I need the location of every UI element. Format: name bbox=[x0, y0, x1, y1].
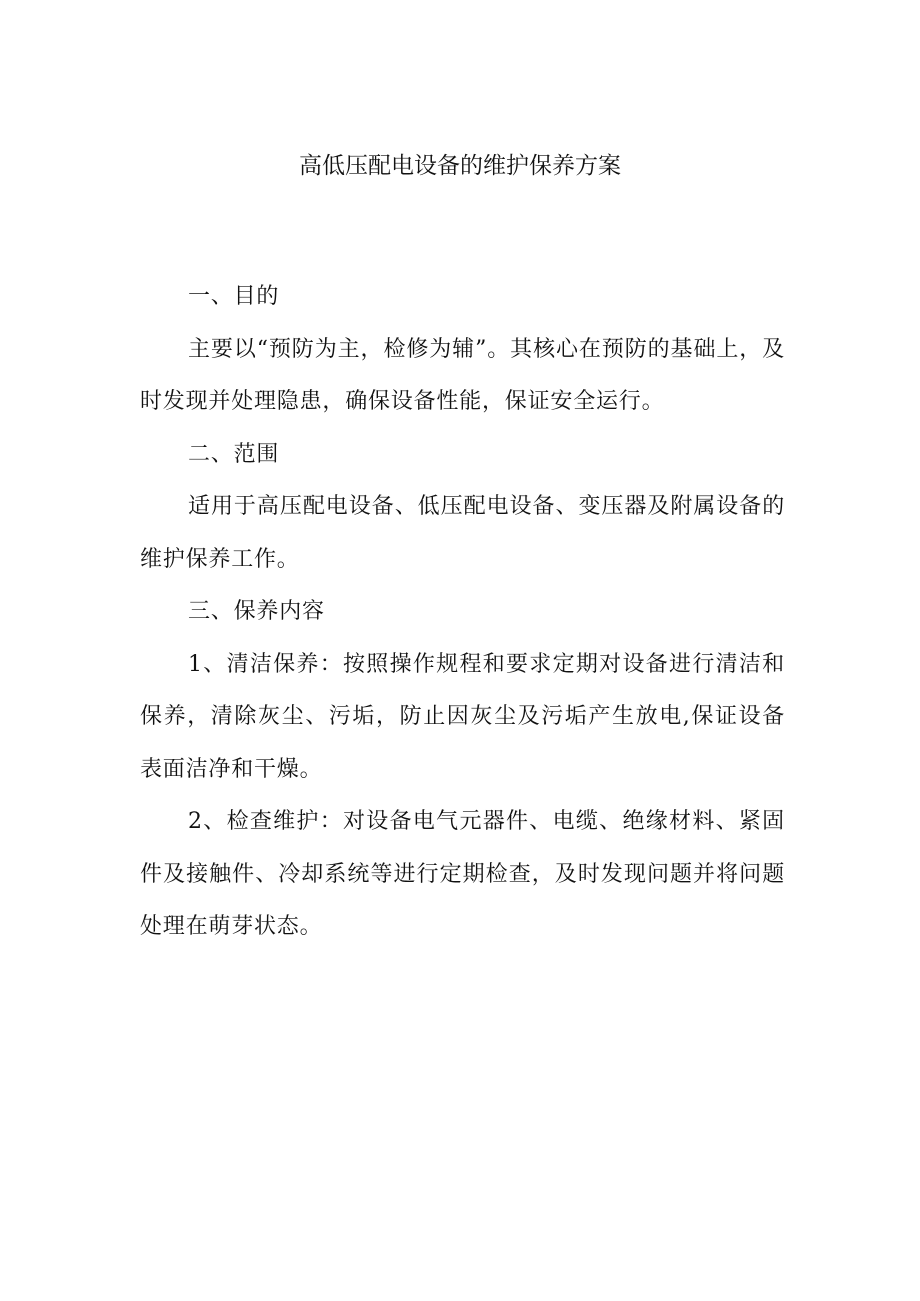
paragraph-scope: 适用于高压配电设备、低压配电设备、变压器及附属设备的维护保养工作。 bbox=[140, 494, 785, 572]
document-body bbox=[140, 271, 785, 954]
paragraph-purpose: 主要以“预防为主，检修为辅”。其核心在预防的基础上，及时发现并处理隐患，确保设备性能，保证安全运行。 bbox=[140, 336, 785, 414]
section-heading-scope: 二、范围 bbox=[188, 441, 280, 467]
paragraph-cleaning: 1、清洁保养：按照操作规程和要求定期对设备进行清洁和保养，清除灰尘、污垢，防止因灰尘及污垢产生放电,保证设备表面洁净和干燥。 bbox=[140, 651, 785, 782]
section-heading-maintenance-content: 三、保养内容 bbox=[188, 599, 325, 624]
section-heading-purpose: 一、目的 bbox=[188, 284, 280, 309]
paragraph-inspection: 2、检查维护：对设备电气元器件、电缆、绝缘材料、紧固件及接触件、冷却系统等进行定期检查，及时发现问题并将问题处理在萌芽状态。 bbox=[140, 809, 785, 939]
document-title: 高低压配电设备的维护保养方案 bbox=[299, 153, 621, 179]
